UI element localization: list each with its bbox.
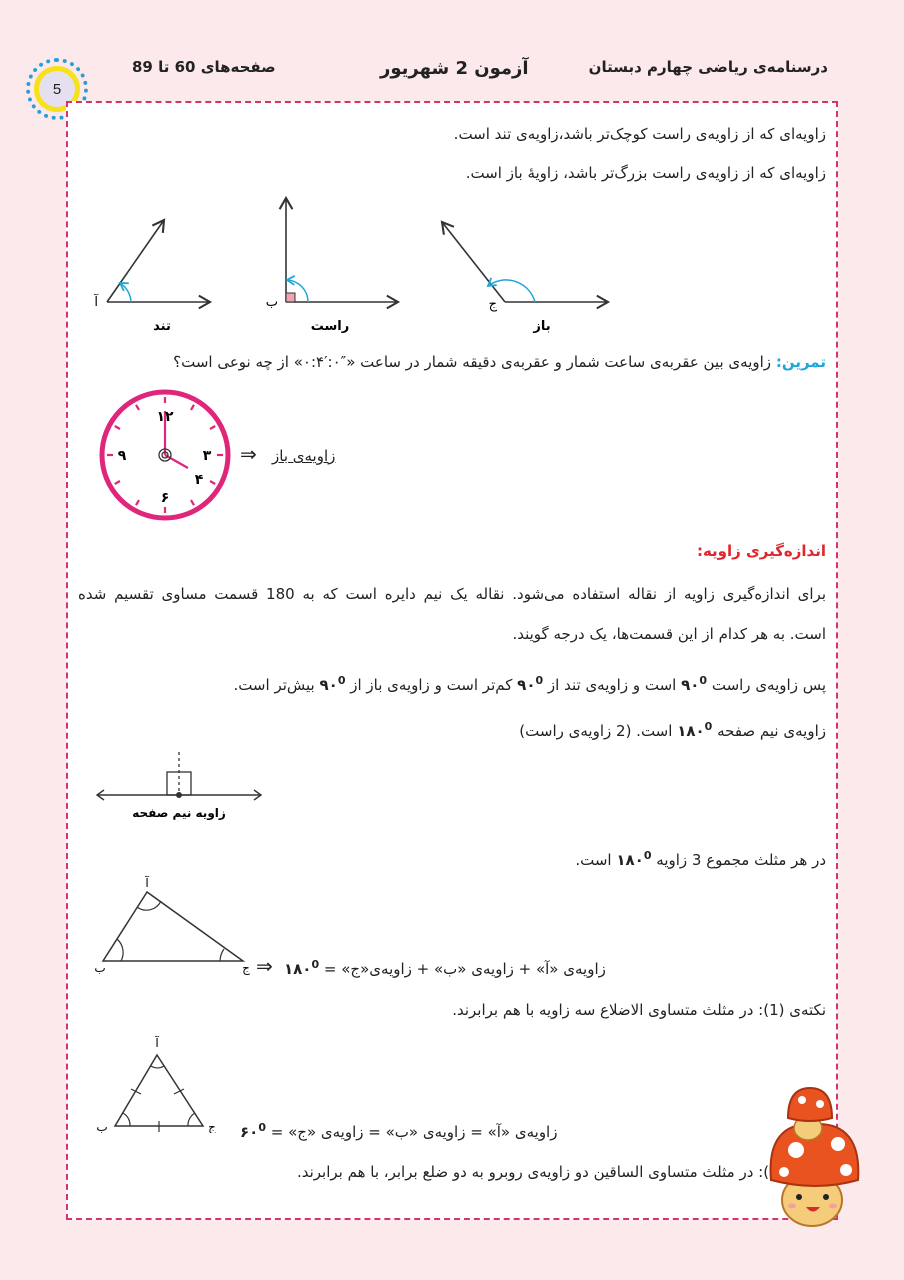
- clock-number-12: ۱۲: [156, 409, 174, 425]
- page-number: 5: [34, 66, 80, 112]
- degree-value: $۱۸۰^0$: [616, 849, 652, 869]
- clock-number-3: ۳: [202, 448, 212, 464]
- clock-number-6: ۶: [160, 490, 170, 506]
- vertex-label: ج: [488, 297, 497, 312]
- exercise-line: [173, 352, 826, 372]
- degree-value: $۱۸۰^0$: [677, 720, 713, 740]
- degree-value: $۹۰^0$: [319, 674, 346, 694]
- angle-caption-obtuse: باز: [533, 319, 551, 334]
- half-plane-caption: زاویه نیم صفحه: [132, 806, 226, 820]
- clock-diagram: [95, 388, 240, 523]
- angle-types-diagram: [80, 190, 640, 340]
- document-title: درسنامه‌ی ریاضی چهارم دبستان: [588, 58, 828, 76]
- right-angle: [286, 198, 398, 302]
- degree-value: $۹۰^0$: [517, 674, 544, 694]
- vertex-label: ج: [242, 961, 250, 975]
- obtuse-angle: [442, 222, 608, 302]
- implies-arrow: ⇒: [256, 954, 273, 978]
- protractor-paragraph-2: است. به هر کدام از این قسمت‌ها، یک درجه گویند.: [512, 625, 826, 643]
- degree-summary: پس زاویه‌ی راست $۹۰^0$ است و زاویه‌ی تند از $۹۰^0$ کم‌تر است و زاویه‌ی باز از $۹۰^0$ بیش‌تر است.: [233, 674, 826, 694]
- triangle-equation: زاویه‌ی «آ» + زاویه‌ی «ب» + زاویه‌ی«ج» = $۱۸۰^0$: [284, 958, 606, 978]
- acute-angle: [107, 220, 210, 302]
- clock-number-9: ۹: [117, 448, 127, 464]
- angle-caption-acute: تند: [153, 319, 171, 334]
- exercise-answer: زاویه‌ی باز: [272, 447, 336, 465]
- degree-value: $۱۸۰^0$: [284, 958, 320, 978]
- clock-number-4: ۴: [194, 472, 204, 488]
- section-heading: اندازه‌گیری زاویه:: [696, 542, 826, 560]
- vertex-label: آ: [94, 295, 98, 310]
- page-header: [0, 58, 904, 92]
- equilateral-triangle-diagram: [90, 1033, 225, 1133]
- page-range: صفحه‌های 60 تا 89: [132, 58, 276, 76]
- mushroom-mascot-icon: [766, 1082, 866, 1227]
- vertex-label: ب: [96, 1120, 108, 1133]
- exercise-label: تمرین:: [775, 353, 826, 371]
- half-plane-text: زاویه‌ی نیم صفحه $۱۸۰^0$ است. (2 زاویه‌ی راست): [519, 720, 826, 740]
- angle-caption-right: راست: [310, 319, 350, 334]
- triangle-diagram: [90, 875, 260, 975]
- vertex-label: ج: [208, 1120, 216, 1133]
- note-2: ): در مثلث متساوی الساقین دو زاویه‌ی روبرو به دو ضلع برابر، با هم برابرند.: [296, 1163, 770, 1181]
- obtuse-definition: زاویه‌ای که از زاویه‌ی راست بزرگ‌تر باشد، زاویهٔ باز است.: [465, 164, 826, 182]
- vertex-label: آ: [155, 1036, 159, 1050]
- implies-arrow: ⇒: [240, 442, 257, 466]
- acute-definition: زاویه‌ای که از زاویه‌ی راست کوچک‌تر باشد،زاویه‌ی تند است.: [453, 125, 826, 143]
- triangle-sum-text: در هر مثلث مجموع 3 زاویه $۱۸۰^0$ است.: [575, 849, 826, 869]
- vertex-label: آ: [145, 876, 149, 890]
- note-1: نکته‌ی (1): در مثلث متساوی الاضلاع سه زاویه با هم برابرند.: [452, 1001, 826, 1019]
- degree-value: $۶۰^0$: [240, 1121, 266, 1141]
- equilateral-equation: زاویه‌ی «آ» = زاویه‌ی «ب» = زاویه‌ی «ج» = $۶۰^0$: [240, 1121, 558, 1141]
- vertex-label: ب: [94, 961, 106, 975]
- protractor-paragraph-1: برای اندازه‌گیری زاویه از نقاله استفاده می‌شود. نقاله یک نیم دایره است که به 180 قسمت مساوی تقسیم شده: [78, 585, 827, 603]
- half-plane-diagram: [90, 750, 270, 825]
- degree-value: $۹۰^0$: [681, 674, 708, 694]
- vertex-label: ب: [265, 295, 278, 310]
- exercise-question: زاویه‌ی بین عقربه‌ی ساعت شمار و عقربه‌ی دقیقه شمار در ساعت «″۰:′۰:۴» از چه نوعی است؟: [173, 353, 772, 371]
- exam-title: آزمون 2 شهریور: [380, 58, 529, 79]
